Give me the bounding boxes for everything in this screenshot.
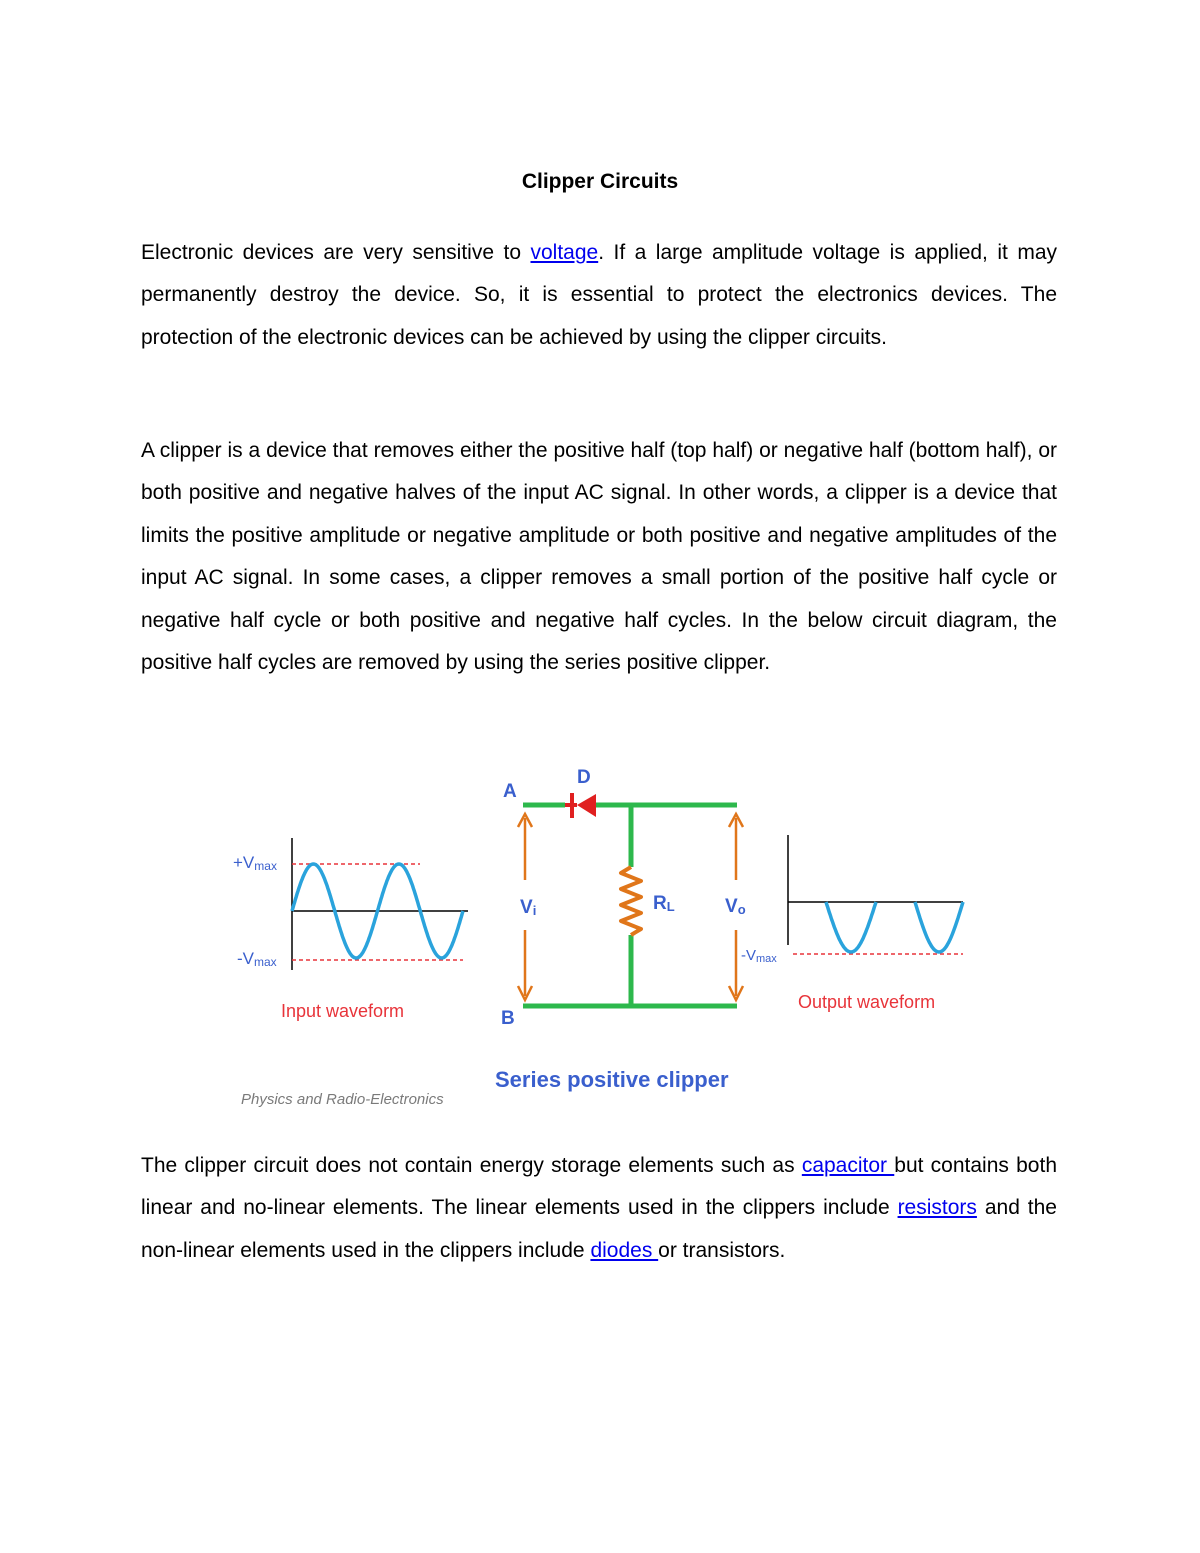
intro-paragraph (141, 232, 1057, 359)
vi-label: Vi (520, 897, 537, 918)
elements-text-2: but contains both linear and no-linear elements. The linear elements used in the clippers include (141, 1154, 1057, 1220)
output-neg-vmax-label: -Vmax (741, 947, 777, 965)
node-a-label: A (503, 781, 517, 802)
clipper-diagram (215, 760, 985, 1115)
rl-label: RL (653, 893, 675, 914)
page-title: Clipper Circuits (521, 170, 679, 193)
clipper-definition-paragraph: A clipper is a device that removes either the positive half (top half) or negative half (bottom half), or both positive and negative halves of the input AC signal. In other words, a clipper is a device that limits the positive amplitude or negative amplitude or both positive and negative amplitudes of the input AC signal. In some cases, a clipper removes a small portion of the positive half cycle or negative half cycle or both positive and negative half cycles. In the below circuit diagram, the positive half cycles are removed by using the series positive clipper. (141, 439, 1057, 675)
resistors-link[interactable]: resistors (897, 1196, 977, 1220)
resistor-symbol (621, 867, 641, 935)
output-waveform-caption: Output waveform (798, 992, 936, 1012)
diodes-link[interactable]: diodes (590, 1238, 659, 1262)
diode-label: D (577, 767, 591, 788)
input-vmax-label: +Vmax (233, 853, 277, 873)
output-waveform-graph (741, 835, 963, 1012)
intro-text-start: Electronic devices are very sensitive to (141, 241, 531, 264)
capacitor-link[interactable]: capacitor (801, 1154, 895, 1177)
input-neg-vmax-label: -Vmax (237, 949, 277, 969)
intro-text-end: . If a large amplitude voltage is applied, it may permanently destroy the device. So, it is essential to protect the electronics devices. The protection of the electronic devices can be achieved by using the clipper circuits. (141, 241, 1058, 349)
elements-text-3: and the non-linear elements used in the clippers include (141, 1196, 1057, 1262)
circuit (495, 767, 746, 1092)
node-b-label: B (501, 1008, 515, 1029)
input-waveform-caption: Input waveform (281, 1001, 405, 1021)
voltage-link[interactable]: voltage (530, 241, 599, 264)
input-waveform-graph (233, 838, 468, 1021)
vo-label: Vo (725, 896, 746, 917)
clipper-elements-paragraph (141, 1145, 1057, 1272)
elements-text-4: or transistors. (658, 1238, 786, 1262)
series-positive-clipper-figure (215, 760, 985, 1115)
circuit-caption: Series positive clipper (495, 1067, 729, 1092)
output-clipped-wave (826, 902, 963, 952)
elements-text-1: The clipper circuit does not contain energy storage elements such as (141, 1154, 802, 1177)
credit-text: Physics and Radio-Electronics (241, 1091, 444, 1108)
diode-symbol (565, 793, 596, 818)
